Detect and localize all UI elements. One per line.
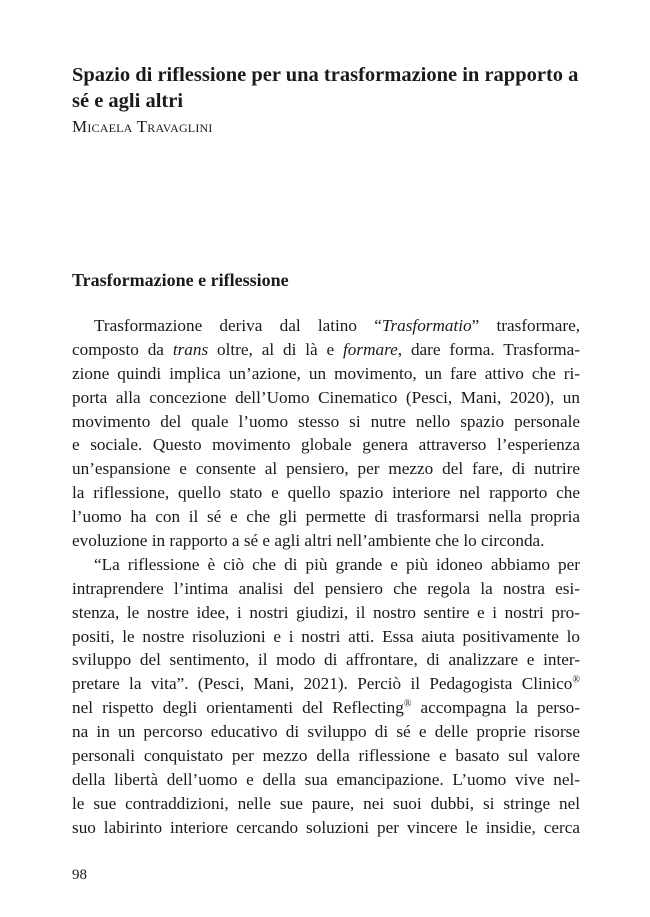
text-line: evoluzione in rapporto a sé e agli altri nell’ambiente che lo circonda. <box>72 531 545 551</box>
text-line: le sue contraddizioni, nelle sue paure, nei suoi dubbi, si stringe nel <box>72 793 580 813</box>
text-line: sviluppo del sentimento, il modo di affrontare, di analizzare e inter- <box>72 650 580 670</box>
body-text <box>72 314 580 840</box>
author-name: Micaela Travaglini <box>72 117 213 136</box>
text-line: personali conquistato per mezzo della riflessione e basato sul valore <box>72 746 580 766</box>
text-line: suo labirinto interiore cercando soluzioni per vincere le insidie, cerca <box>72 817 580 837</box>
text-line: stenza, le nostre idee, i nostri giudizi, il nostro sentire e i nostri pro- <box>72 602 580 622</box>
text-line: composto da trans oltre, al di là e formare, dare forma. Trasforma- <box>72 339 580 359</box>
text-line: l’uomo ha con il sé e che gli permette di trasformarsi nella propria <box>72 507 580 527</box>
text-line: intraprendere l’intima analisi del pensiero che regola la nostra esi- <box>72 578 580 598</box>
text-line: porta alla concezione dell’Uomo Cinematico (Pesci, Mani, 2020), un <box>72 387 580 407</box>
text-line: Trasformazione deriva dal latino “Trasformatio” trasformare, <box>94 316 581 335</box>
text-line: pretare la vita”. (Pesci, Mani, 2021). Perciò il Pedagogista Clinico® <box>72 674 580 694</box>
text-line: della libertà dell’uomo e della sua emancipazione. L’uomo vive nel- <box>72 769 580 789</box>
text-line: zione quindi implica un’azione, un movimento, un fare attivo che ri- <box>72 363 580 383</box>
text-line: un’espansione e consente al pensiero, per mezzo del fare, di nutrire <box>72 459 580 479</box>
section-heading: Trasformazione e riflessione <box>72 270 289 290</box>
text-line: nel rispetto degli orientamenti del Reflecting® accompagna la perso- <box>72 698 580 718</box>
text-line: e sociale. Questo movimento globale genera attraverso l’esperienza <box>72 435 580 455</box>
page-number: 98 <box>72 867 87 883</box>
chapter-title: Spazio di riflessione per una trasformazione in rapporto a sé e agli altri <box>72 64 579 112</box>
text-line: la riflessione, quello stato e quello spazio interiore nel rapporto che <box>72 483 580 503</box>
text-line: na in un percorso educativo di sviluppo di sé e delle proprie risorse <box>72 722 580 742</box>
text-line: positi, le nostre risoluzioni e i nostri atti. Essa aiuta positivamente lo <box>72 626 580 646</box>
text-line: “La riflessione è ciò che di più grande e più idoneo abbiamo per <box>94 554 580 574</box>
text-line: movimento del quale l’uomo stesso si nutre nello spazio personale <box>72 411 580 431</box>
